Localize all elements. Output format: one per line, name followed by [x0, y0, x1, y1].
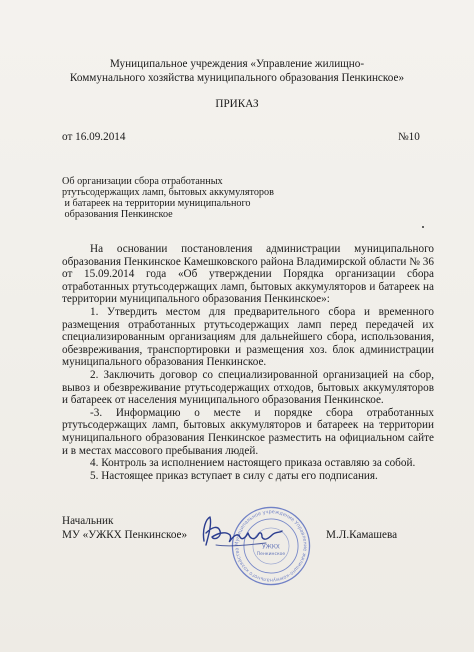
document-title: ПРИКАЗ	[215, 98, 259, 110]
subject-line-4: образования Пенкинское	[62, 209, 173, 220]
document-date: от 16.09.2014	[62, 131, 126, 143]
signatory-role-1: Начальник	[62, 515, 114, 527]
header-org-line-1: Муниципальное учреждения «Управление жилищно-	[109, 58, 365, 70]
body-item-5: 5. Настоящее приказ вступает в силу с даты его подписания.	[90, 469, 378, 482]
subject-line-2: ртутьсодержащих ламп, бытовых аккумуляторов	[62, 187, 274, 198]
svg-text:Пенкинское: Пенкинское	[256, 552, 286, 558]
body-item-4: 4. Контроль за исполнением настоящего приказа оставляю за собой.	[90, 457, 416, 470]
header-org-line-2: Коммунального хозяйства муниципального образования Пенкинское»	[69, 72, 405, 84]
document-number: №10	[398, 131, 420, 143]
body-preamble: На основании постановления администрации муниципального образования Пенкинское Камешковского района Владимирской области № 36 от 15.09.2014 года «Об утверждении Порядка организации сбора отработанных ртутьсодержащих ламп, бытовых аккумуляторов и батареек на территории муниципального образования Пенкинское»:	[62, 243, 434, 306]
svg-text:УЖКХ: УЖКХ	[262, 544, 280, 551]
subject-line-3: и батареек на территории муниципального	[62, 198, 251, 209]
subject-line-1: Об организации сбора отработанных	[62, 176, 223, 187]
svg-text:Муниципальное учреждение Управ: Муниципальное учреждение Управление жилищно-коммунального хозяйства	[234, 509, 308, 583]
body-item-3: -3. Информацию о месте и порядке сбора отработанных ртутьсодержащих ламп, бытовых аккумуляторов и батареек на территории муниципального образования Пенкинское разместить на официальном сайте и в местах массового пребывания людей.	[62, 406, 434, 457]
order-body	[62, 243, 434, 482]
handwritten-signature	[196, 511, 286, 558]
signatory-role-2: МУ «УЖКХ Пенкинское»	[62, 529, 188, 541]
body-item-2: 2. Заключить договор со специализированной организацией на сбор, вывоз и обезвреживание ртутьсодержащих отходов, бытовых аккумуляторов и батареек от населения муниципального образования Пенкинское.	[62, 368, 434, 407]
body-item-1: 1. Утвердить местом для предварительного сбора и временного размещения отработанных ртутьсодержащих ламп перед передачей их специализированным организациям для дальнейшего сбора, использования, обезвреживания, транспортировки и размещения хоз. блок администрации муниципального образования Пенкинское.	[62, 305, 434, 369]
signatory-name: М.Л.Камашева	[326, 529, 398, 541]
speck-mark	[422, 226, 424, 228]
